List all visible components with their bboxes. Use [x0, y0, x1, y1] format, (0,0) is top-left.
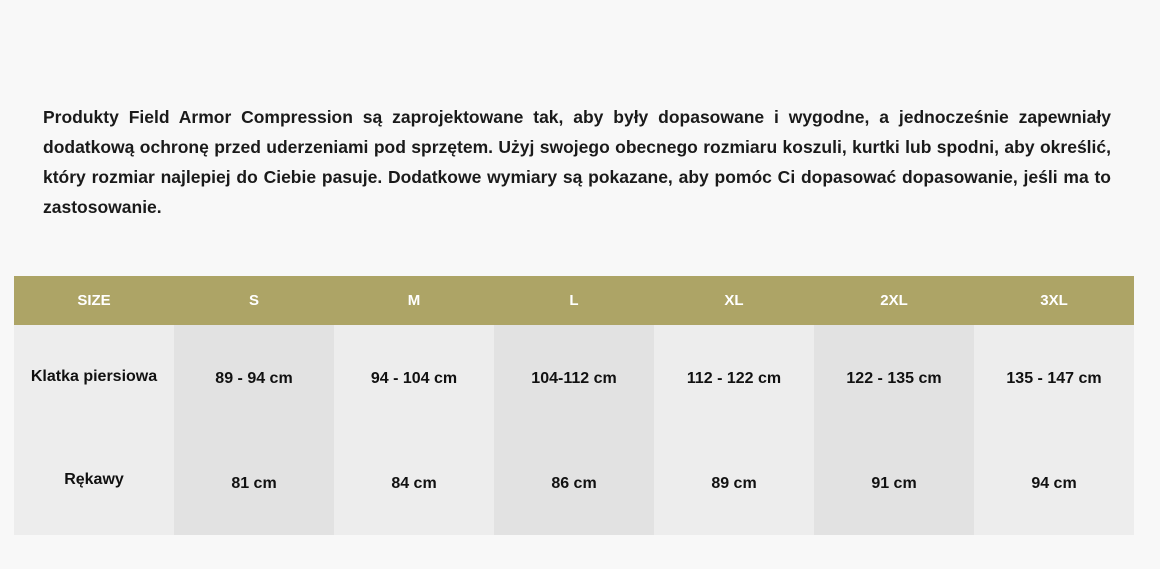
header-3xl: 3XL — [974, 276, 1134, 325]
cell-value: 81 cm — [231, 475, 277, 492]
table-row-sleeves — [14, 429, 1134, 535]
header-m: M — [334, 276, 494, 325]
cell-sleeves-m — [334, 429, 494, 535]
header-l: L — [494, 276, 654, 325]
table-row-chest — [14, 325, 1134, 429]
size-chart-table — [14, 276, 1134, 535]
header-2xl: 2XL — [814, 276, 974, 325]
row-label-text: Rękawy — [64, 471, 124, 488]
size-guide-intro: Produkty Field Armor Compression są zaprojektowane tak, aby były dopasowane i wygodne, a jednocześnie zapewniały dodatkową ochronę przed uderzeniami pod sprzętem. Użyj swojego obecnego rozmiaru koszuli, kurtki lub spodni, aby określić, który rozmiar najlepiej do Ciebie pasuje. Dodatkowe wymiary są pokazane, aby pomóc Ci dopasować dopasowanie, jeśli ma to zastosowanie. — [43, 107, 1111, 217]
cell-value: 84 cm — [391, 475, 437, 492]
cell-sleeves-2xl — [814, 429, 974, 535]
cell-chest-l — [494, 325, 654, 429]
cell-value: 94 cm — [1031, 475, 1077, 492]
cell-value: 112 - 122 cm — [686, 370, 782, 387]
row-label-sleeves — [14, 429, 174, 535]
cell-value: 91 cm — [871, 475, 917, 492]
cell-value: 122 - 135 cm — [846, 370, 942, 387]
cell-chest-s — [174, 325, 334, 429]
table-header-row — [14, 276, 1134, 325]
header-xl: XL — [654, 276, 814, 325]
cell-sleeves-xl — [654, 429, 814, 535]
cell-chest-m — [334, 325, 494, 429]
cell-chest-2xl — [814, 325, 974, 429]
cell-value: 135 - 147 cm — [1006, 370, 1102, 387]
cell-value: 94 - 104 cm — [370, 370, 458, 387]
cell-sleeves-3xl — [974, 429, 1134, 535]
cell-sleeves-s — [174, 429, 334, 535]
header-size: SIZE — [14, 276, 174, 325]
cell-value: 104-112 cm — [531, 370, 617, 387]
cell-value: 89 cm — [711, 475, 757, 492]
cell-sleeves-l — [494, 429, 654, 535]
cell-chest-xl — [654, 325, 814, 429]
cell-chest-3xl — [974, 325, 1134, 429]
header-s: S — [174, 276, 334, 325]
cell-value: 86 cm — [551, 475, 597, 492]
cell-value: 89 - 94 cm — [215, 370, 293, 387]
row-label-text: Klatka piersiowa — [30, 368, 158, 385]
row-label-chest — [14, 325, 174, 429]
